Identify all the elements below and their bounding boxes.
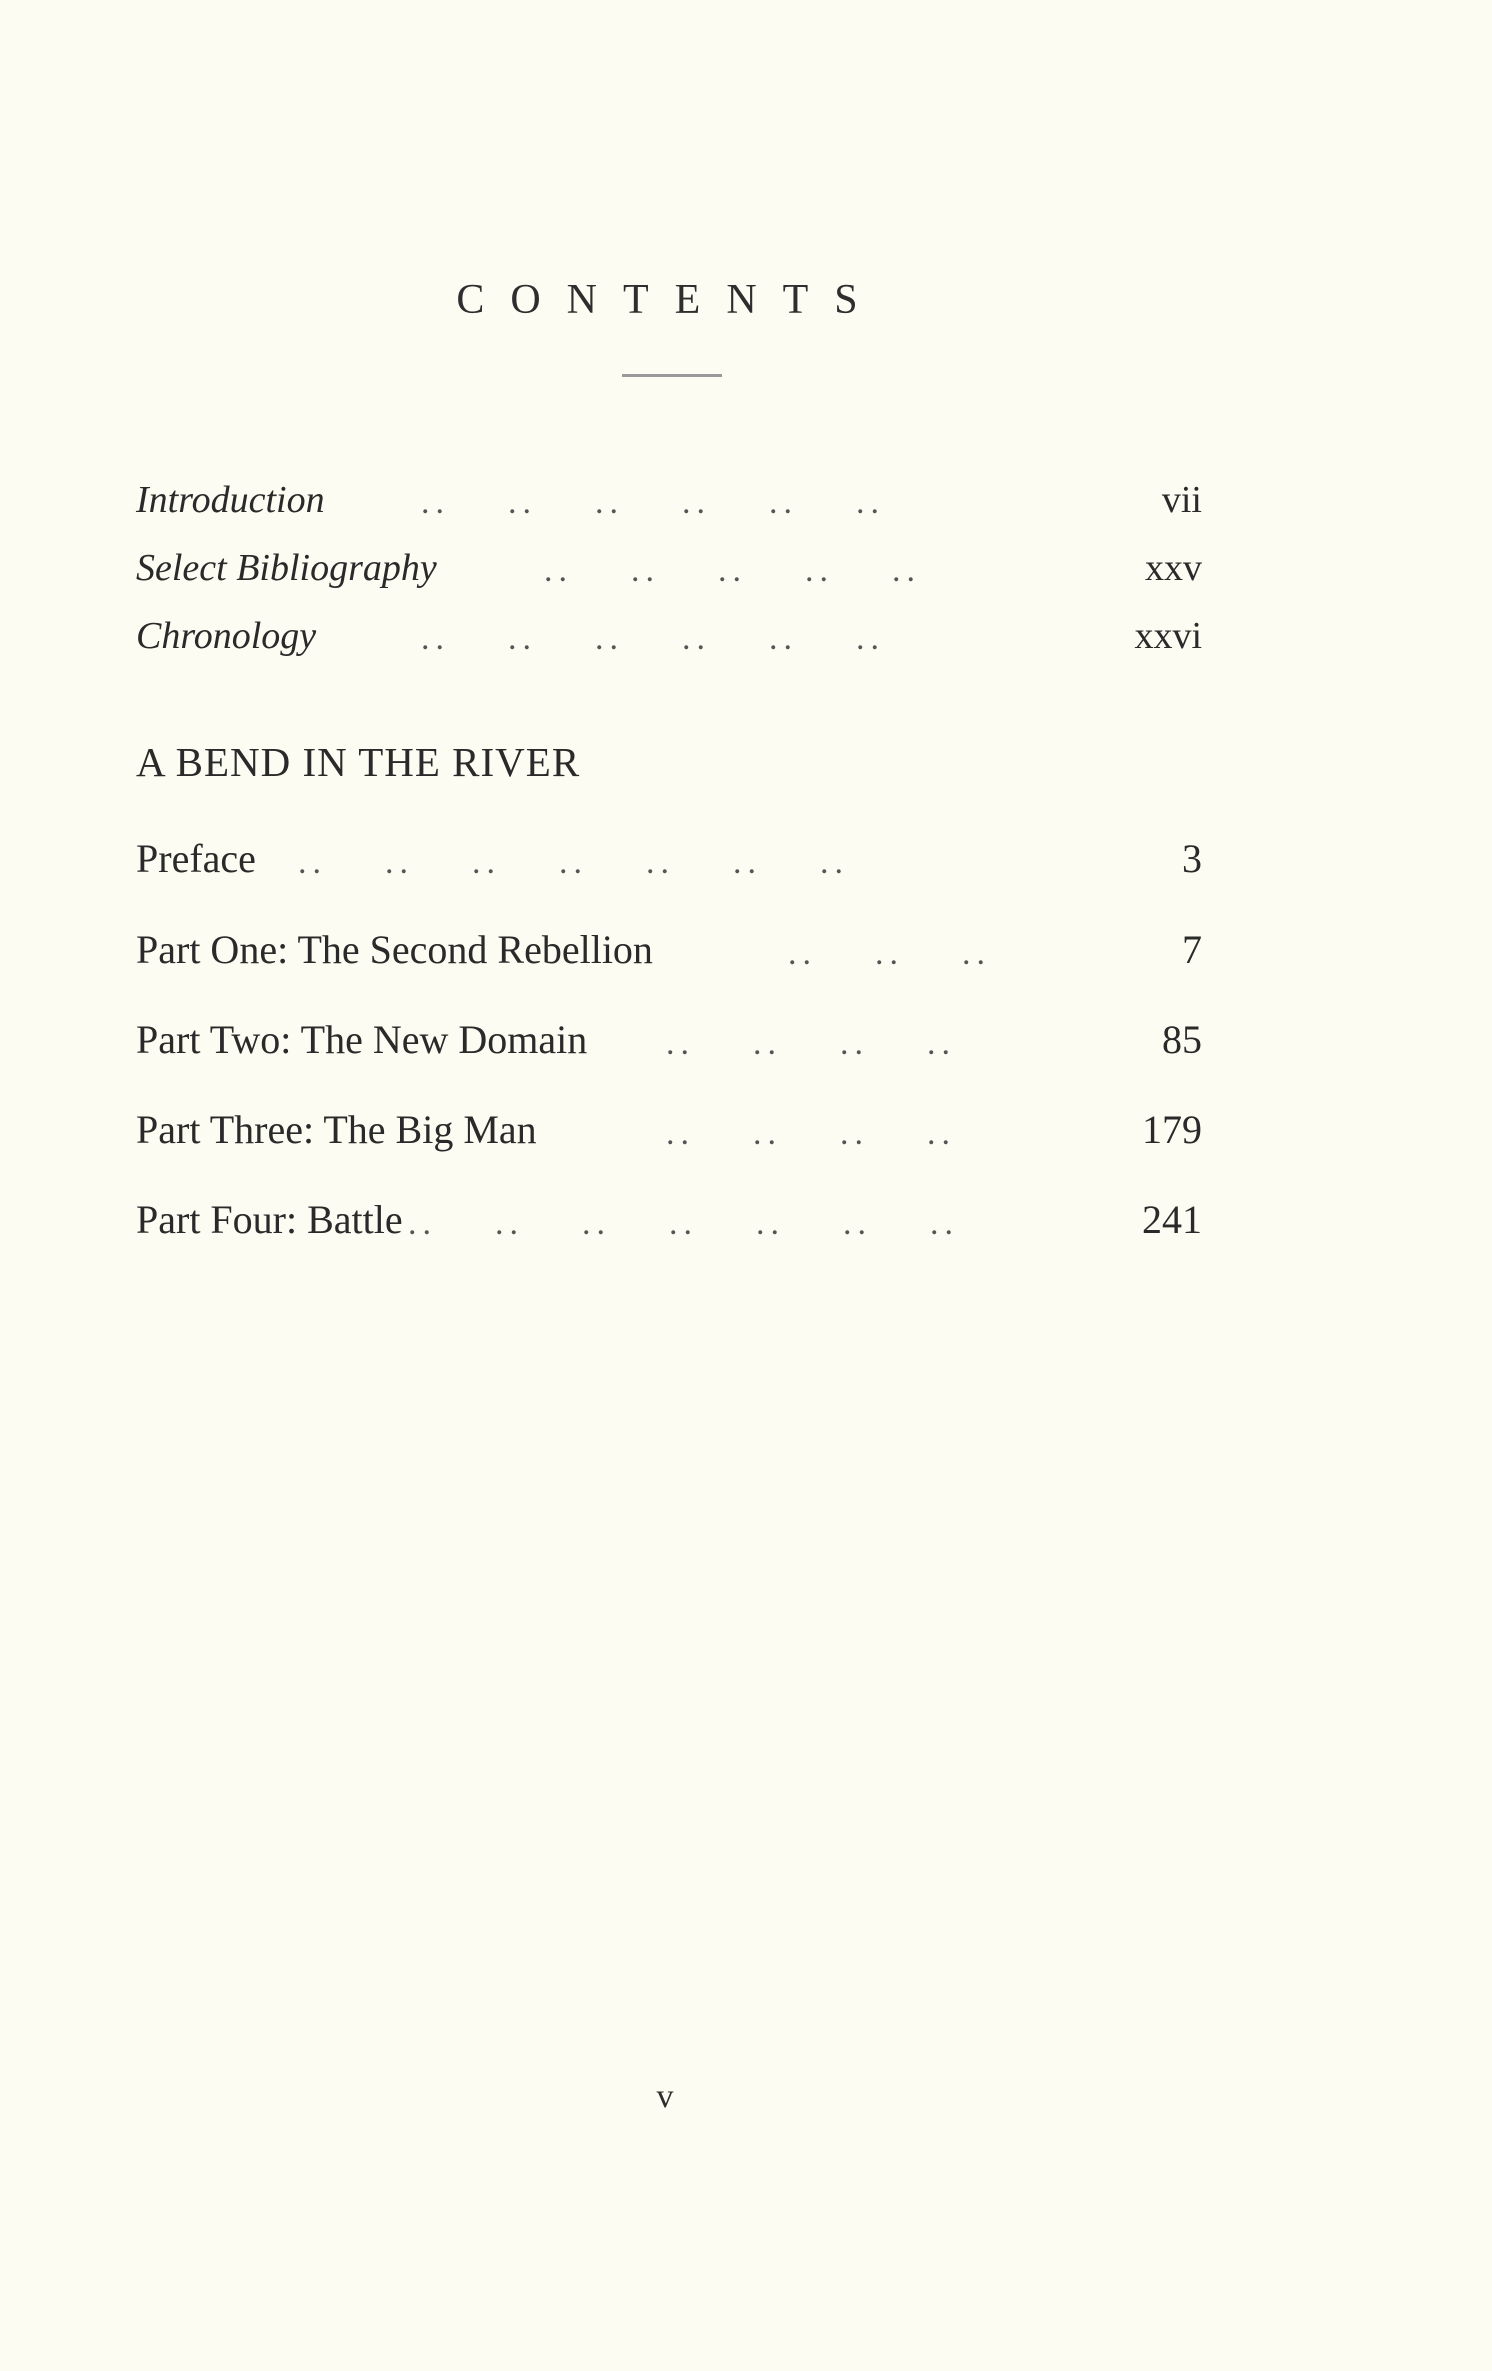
toc-entry-chronology[interactable] bbox=[136, 598, 1202, 658]
toc-entry-page: xxvi bbox=[1134, 615, 1202, 657]
toc-entry-part-four[interactable] bbox=[136, 1183, 1202, 1243]
toc-entry-title: Select Bibliography bbox=[136, 547, 437, 589]
toc-entry-page: 85 bbox=[1162, 1017, 1202, 1062]
page-number: v bbox=[656, 2078, 674, 2115]
toc-entry-title: Part Three: The Big Man bbox=[136, 1107, 537, 1152]
toc-entry-title: Part One: The Second Rebellion bbox=[136, 927, 653, 972]
toc-entry-part-two[interactable] bbox=[136, 1003, 1202, 1063]
dot-leader: .. .. .. bbox=[788, 935, 991, 972]
toc-entry-title: Chronology bbox=[136, 615, 317, 657]
toc-entry-page: vii bbox=[1161, 479, 1202, 521]
dot-leader: .. .. .. .. bbox=[666, 1025, 956, 1062]
book-title: A BEND IN THE RIVER bbox=[136, 739, 581, 785]
toc-entry-part-one[interactable] bbox=[136, 913, 1202, 973]
dot-leader: .. .. .. .. bbox=[666, 1115, 956, 1152]
toc-entry-page: 179 bbox=[1142, 1107, 1202, 1152]
dot-leader: .. .. .. .. .. .. bbox=[421, 484, 885, 521]
toc-entry-preface[interactable] bbox=[136, 822, 1202, 882]
toc-entry-title: Part Two: The New Domain bbox=[136, 1017, 588, 1062]
toc-entry-page: 7 bbox=[1182, 927, 1202, 972]
contents-heading: CONTENTS bbox=[456, 277, 884, 323]
dot-leader: .. .. .. .. .. .. .. bbox=[298, 844, 849, 881]
toc-entry-page: 3 bbox=[1182, 836, 1202, 881]
dot-leader: .. .. .. .. .. bbox=[544, 552, 921, 589]
toc-entry-title: Part Four: Battle bbox=[136, 1197, 403, 1242]
toc-entry-part-three[interactable] bbox=[136, 1093, 1202, 1153]
toc-entry-title: Preface bbox=[136, 836, 256, 881]
toc-entry-title: Introduction bbox=[136, 479, 325, 521]
toc-entry-select-bibliography[interactable] bbox=[136, 530, 1202, 590]
dot-leader: .. .. .. .. .. .. .. bbox=[408, 1205, 959, 1242]
heading-rule bbox=[622, 374, 722, 377]
toc-entry-page: xxv bbox=[1145, 547, 1202, 589]
dot-leader: .. .. .. .. .. .. bbox=[421, 620, 885, 657]
toc-entry-page: 241 bbox=[1142, 1197, 1202, 1242]
toc-entry-introduction[interactable] bbox=[136, 462, 1202, 522]
